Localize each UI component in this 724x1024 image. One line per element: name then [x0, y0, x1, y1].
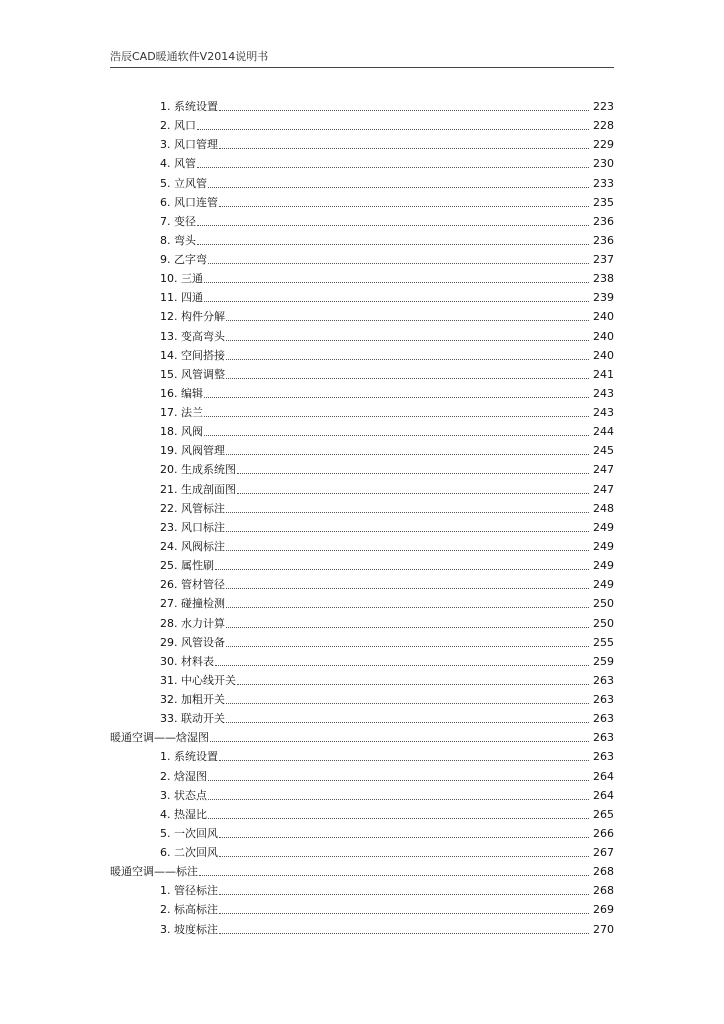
toc-entry-label: 16. 编辑 [160, 386, 203, 400]
toc-page-number: 243 [593, 406, 614, 420]
toc-page-number: 240 [593, 329, 614, 343]
toc-page-number: 263 [593, 712, 614, 726]
toc-entry-row[interactable] [160, 307, 614, 326]
toc-page-number: 240 [593, 348, 614, 362]
toc-entry-row[interactable] [160, 900, 614, 919]
toc-entry-row[interactable] [160, 480, 614, 499]
toc-dot-leader [197, 243, 589, 245]
toc-dot-leader [199, 874, 589, 876]
toc-dot-leader [197, 166, 589, 168]
toc-entry-row[interactable] [160, 365, 614, 384]
toc-entry-row[interactable] [160, 805, 614, 824]
toc-page-number: 263 [593, 673, 614, 687]
toc-dot-leader [226, 530, 589, 532]
toc-page-number: 250 [593, 597, 614, 611]
toc-entry-row[interactable] [160, 250, 614, 269]
toc-entry-label: 24. 风阀标注 [160, 539, 225, 553]
toc-entry-row[interactable] [160, 116, 614, 135]
toc-entry-label: 8. 弯头 [160, 233, 196, 247]
toc-entry-row[interactable] [160, 671, 614, 690]
toc-entry-row[interactable] [160, 767, 614, 786]
toc-page-number: 244 [593, 425, 614, 439]
toc-entry-label: 19. 风阀管理 [160, 444, 225, 458]
toc-dot-leader [226, 511, 589, 513]
toc-dot-leader [208, 798, 589, 800]
toc-page-number: 249 [593, 578, 614, 592]
toc-dot-leader [208, 262, 589, 264]
toc-entry-label: 33. 联动开关 [160, 712, 225, 726]
toc-entry-row[interactable] [160, 403, 614, 422]
toc-entry-row[interactable] [160, 556, 614, 575]
toc-entry-row[interactable] [160, 499, 614, 518]
toc-entry-label: 31. 中心线开关 [160, 673, 236, 687]
toc-dot-leader [219, 759, 589, 761]
toc-dot-leader [204, 396, 589, 398]
toc-dot-leader [226, 606, 589, 608]
toc-entry-label: 30. 材料表 [160, 654, 214, 668]
toc-entry-row[interactable] [160, 269, 614, 288]
toc-entry-row[interactable] [160, 633, 614, 652]
toc-page-number: 255 [593, 635, 614, 649]
toc-entry-row[interactable] [160, 384, 614, 403]
toc-page-number: 247 [593, 482, 614, 496]
toc-page-number: 259 [593, 654, 614, 668]
toc-dot-leader [219, 893, 589, 895]
toc-page-number: 264 [593, 769, 614, 783]
toc-page-number: 229 [593, 138, 614, 152]
toc-entry-label: 32. 加粗开关 [160, 693, 225, 707]
toc-entry-label: 1. 系统设置 [160, 750, 218, 764]
toc-dot-leader [219, 836, 589, 838]
toc-entry-row[interactable] [160, 690, 614, 709]
toc-entry-label: 14. 空间搭接 [160, 348, 225, 362]
toc-dot-leader [237, 683, 589, 685]
toc-page-number: 241 [593, 367, 614, 381]
toc-dot-leader [219, 205, 589, 207]
toc-dot-leader [204, 415, 589, 417]
toc-entry-label: 29. 风管设备 [160, 635, 225, 649]
toc-entry-label: 7. 变径 [160, 214, 196, 228]
toc-dot-leader [226, 702, 589, 704]
toc-dot-leader [226, 339, 589, 341]
toc-entry-row[interactable] [160, 786, 614, 805]
toc-entry-label: 9. 乙字弯 [160, 253, 207, 267]
toc-dot-leader [208, 779, 589, 781]
toc-page-number: 268 [593, 865, 614, 879]
toc-entry-label: 6. 二次回风 [160, 846, 218, 860]
toc-section-row[interactable] [110, 728, 614, 747]
toc-page-number: 247 [593, 463, 614, 477]
toc-dot-leader [219, 855, 589, 857]
toc-dot-leader [226, 549, 589, 551]
toc-page-number: 250 [593, 616, 614, 630]
toc-entry-row[interactable] [160, 881, 614, 900]
toc-page-number: 268 [593, 884, 614, 898]
toc-dot-leader [197, 128, 589, 130]
toc-entry-row[interactable] [160, 537, 614, 556]
toc-dot-leader [208, 186, 589, 188]
toc-page-number: 263 [593, 693, 614, 707]
toc-entry-row[interactable] [160, 441, 614, 460]
toc-entry-label: 28. 水力计算 [160, 616, 225, 630]
toc-page-number: 236 [593, 233, 614, 247]
toc-section-row[interactable] [110, 862, 614, 881]
toc-entry-row[interactable] [160, 212, 614, 231]
toc-page-number: 270 [593, 922, 614, 936]
toc-page-number: 245 [593, 444, 614, 458]
toc-page-number: 239 [593, 291, 614, 305]
toc-entry-label: 15. 风管调整 [160, 367, 225, 381]
page-header [110, 50, 614, 68]
toc-entry-label: 3. 风口管理 [160, 138, 218, 152]
toc-dot-leader [226, 377, 589, 379]
toc-entry-row[interactable] [160, 843, 614, 862]
toc-page-number: 236 [593, 214, 614, 228]
toc-entry-label: 1. 管径标注 [160, 884, 218, 898]
toc-dot-leader [210, 740, 589, 742]
toc-entry-row[interactable] [160, 747, 614, 766]
toc-dot-leader [204, 300, 589, 302]
toc-page-number: 238 [593, 272, 614, 286]
toc-page-number: 263 [593, 750, 614, 764]
toc-entry-label: 22. 风管标注 [160, 501, 225, 515]
toc-entry-label: 6. 风口连管 [160, 195, 218, 209]
toc-entry-row[interactable] [160, 594, 614, 613]
toc-entry-label: 2. 风口 [160, 119, 196, 133]
toc-entry-label: 4. 热湿比 [160, 807, 207, 821]
toc-page-number: 269 [593, 903, 614, 917]
toc-entry-label: 25. 属性刷 [160, 559, 214, 573]
toc-page-number: 230 [593, 157, 614, 171]
toc-page-number: 263 [593, 731, 614, 745]
toc-dot-leader [226, 319, 589, 321]
toc-entry-label: 12. 构件分解 [160, 310, 225, 324]
toc-page-number: 223 [593, 100, 614, 113]
toc-entry-label: 暖通空调——焓湿图 [110, 731, 209, 745]
toc-dot-leader [226, 645, 589, 647]
toc-entry-label: 3. 状态点 [160, 788, 207, 802]
toc-dot-leader [204, 281, 589, 283]
header-title: 浩辰CAD暖通软件V2014说明书 [110, 50, 269, 63]
toc-entry-label: 27. 碰撞检测 [160, 597, 225, 611]
toc-entry-label: 5. 立风管 [160, 176, 207, 190]
toc-dot-leader [208, 817, 589, 819]
toc-entry-row[interactable] [160, 518, 614, 537]
toc-entry-row[interactable] [160, 288, 614, 307]
toc-page-number: 249 [593, 539, 614, 553]
toc-page-number: 267 [593, 846, 614, 860]
toc-dot-leader [219, 109, 589, 111]
toc-page-number: 228 [593, 119, 614, 133]
toc-entry-row[interactable] [160, 709, 614, 728]
toc-dot-leader [226, 358, 589, 360]
toc-entry-label: 17. 法兰 [160, 406, 203, 420]
toc-entry-row[interactable] [160, 824, 614, 843]
toc-entry-label: 5. 一次回风 [160, 826, 218, 840]
toc-entry-label: 1. 系统设置 [160, 100, 218, 113]
toc-entry-row[interactable] [160, 193, 614, 212]
toc-entry-row[interactable] [160, 231, 614, 250]
toc-dot-leader [226, 721, 589, 723]
toc-entry-row[interactable] [160, 154, 614, 173]
toc-entry-label: 3. 坡度标注 [160, 922, 218, 936]
toc-entry-label: 21. 生成剖面图 [160, 482, 236, 496]
toc-entry-label: 2. 标高标注 [160, 903, 218, 917]
toc-entry-row[interactable] [160, 135, 614, 154]
toc-entry-row[interactable] [160, 174, 614, 193]
toc-entry-row[interactable] [160, 97, 614, 116]
toc-entry-label: 23. 风口标注 [160, 520, 225, 534]
toc-dot-leader [215, 664, 589, 666]
toc-dot-leader [226, 453, 589, 455]
toc-dot-leader [204, 434, 589, 436]
toc-page-number: 249 [593, 520, 614, 534]
toc-entry-row[interactable] [160, 652, 614, 671]
toc-dot-leader [197, 224, 589, 226]
toc-page-number: 265 [593, 807, 614, 821]
toc-dot-leader [219, 932, 589, 934]
toc-page-number: 249 [593, 559, 614, 573]
toc-dot-leader [226, 587, 589, 589]
toc-entry-row[interactable] [160, 327, 614, 346]
toc-page-number: 264 [593, 788, 614, 802]
toc-page-number: 235 [593, 195, 614, 209]
toc-page-number: 237 [593, 253, 614, 267]
toc-page-number: 243 [593, 386, 614, 400]
toc-entry-label: 4. 风管 [160, 157, 196, 171]
toc-entry-label: 20. 生成系统图 [160, 463, 236, 477]
toc-entry-label: 13. 变高弯头 [160, 329, 225, 343]
toc-entry-row[interactable] [160, 614, 614, 633]
toc-entry-label: 2. 焓湿图 [160, 769, 207, 783]
toc-page-number: 248 [593, 501, 614, 515]
toc-dot-leader [219, 147, 589, 149]
toc-entry-label: 26. 管材管径 [160, 578, 225, 592]
toc-entry-row[interactable] [160, 575, 614, 594]
toc-entry-row[interactable] [160, 460, 614, 479]
toc-dot-leader [226, 626, 589, 628]
toc-entry-label: 11. 四通 [160, 291, 203, 305]
toc-entry-row[interactable] [160, 346, 614, 365]
toc-entry-label: 暖通空调——标注 [110, 865, 198, 879]
toc-entry-label: 18. 风阀 [160, 425, 203, 439]
toc-page-number: 240 [593, 310, 614, 324]
toc-dot-leader [237, 472, 589, 474]
toc-dot-leader [219, 912, 589, 914]
toc-dot-leader [215, 568, 589, 570]
toc-page-number: 266 [593, 826, 614, 840]
toc-dot-leader [237, 492, 589, 494]
toc-entry-label: 10. 三通 [160, 272, 203, 286]
toc-page-number: 233 [593, 176, 614, 190]
toc-entry-row[interactable] [160, 422, 614, 441]
toc-entry-row[interactable] [160, 920, 614, 939]
